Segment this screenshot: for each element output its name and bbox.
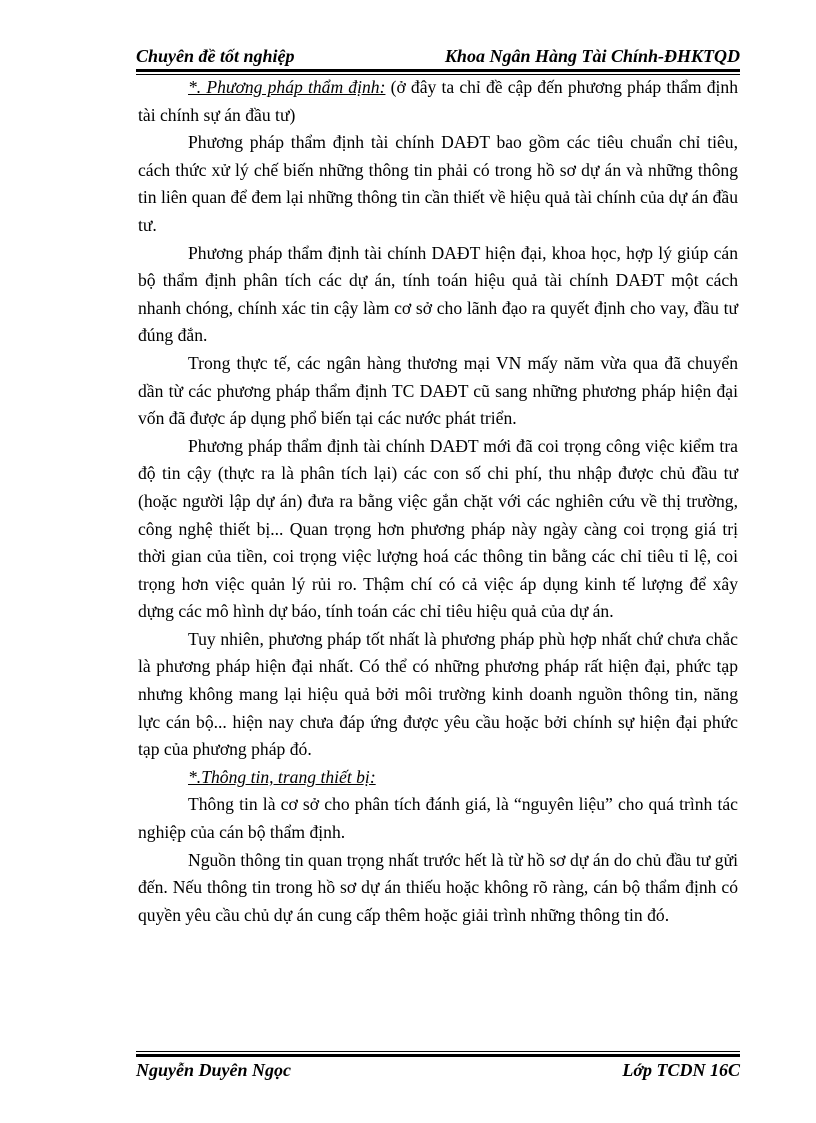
heading-method-label: *. Phương pháp thẩm định:	[188, 77, 386, 97]
paragraph-4: Phương pháp thẩm định tài chính DAĐT mới đã coi trọng công việc kiểm tra độ tin cậy (thực ra là phân tích lại) các con số chi phí, thu nhập được chủ đầu tư (hoặc người lập dự án) đưa ra bằng việc gắn chặt với các nghiên cứu về thị trường, công nghệ thiết bị... Quan trọng hơn phương pháp này ngày càng coi trọng giá trị thời gian của tiền, coi trọng việc lượng hoá các thông tin bằng các chỉ tiêu tỉ lệ, coi trọng hơn việc quản lý rủi ro. Thậm chí có cả việc áp dụng kinh tế lượng để xây dựng các mô hình dự báo, tính toán các chỉ tiêu hiệu quả của dự án.	[138, 435, 738, 622]
paragraph-1: Phương pháp thẩm định tài chính DAĐT bao gồm các tiêu chuẩn chỉ tiêu, cách thức xử lý chế biến những thông tin phải có trong hồ sơ dự án và những thông tin liên quan để đem lại những thông tin cần thiết về hiệu quả tài chính của dự án đầu tư.	[138, 132, 738, 235]
paragraph-2: Phương pháp thẩm định tài chính DAĐT hiện đại, khoa học, hợp lý giúp cán bộ thẩm định phân tích các dự án, tính toán hiệu quả tài chính DAĐT một cách nhanh chóng, chính xác tin cậy làm cơ sở cho lãnh đạo ra quyết định cho vay, đầu tư đúng đắn.	[138, 242, 738, 346]
page-body	[138, 74, 738, 929]
heading-method-note: (ở đây ta chỉ đề cập đến phương pháp thẩm định tài chính sự án đầu tư)	[138, 77, 738, 125]
heading-information-label: *.Thông tin, trang thiết bị:	[188, 766, 376, 787]
footer-class: Lớp TCDN 16C	[622, 1060, 740, 1080]
page-header	[136, 46, 740, 68]
header-rule-thick	[136, 69, 740, 72]
paragraph-6: Thông tin là cơ sở cho phân tích đánh giá, là “nguyên liệu” cho quá trình tác nghiệp của cán bộ thẩm định.	[138, 794, 738, 843]
paragraph-5: Tuy nhiên, phương pháp tốt nhất là phương pháp phù hợp nhất chứ chưa chắc là phương pháp hiện đại nhất. Có thể có những phương pháp rất hiện đại, phức tạp nhưng không mang lại hiệu quả bởi môi trường kinh doanh nguồn thông tin, năng lực cán bộ... hiện nay chưa đáp ứng được yêu cầu hoặc bởi chính sự hiện đại phức tạp của phương pháp đó.	[138, 628, 738, 760]
paragraph-7: Nguồn thông tin quan trọng nhất trước hết là từ hồ sơ dự án do chủ đầu tư gửi đến. Nếu thông tin trong hồ sơ dự án thiếu hoặc không rõ ràng, cán bộ thẩm định có quyền yêu cầu chủ dự án cung cấp thêm hoặc giải trình những thông tin đó.	[138, 849, 738, 925]
section-heading-information	[138, 764, 738, 792]
footer-author: Nguyễn Duyên Ngọc	[136, 1060, 291, 1080]
footer-rule-thick	[136, 1054, 740, 1057]
page-footer	[136, 1060, 740, 1082]
header-document-type: Chuyên đề tốt nghiệp	[136, 46, 295, 66]
header-faculty: Khoa Ngân Hàng Tài Chính-ĐHKTQD	[444, 46, 740, 66]
paragraph-3: Trong thực tế, các ngân hàng thương mại VN mấy năm vừa qua đã chuyển dần từ các phương pháp thẩm định TC DAĐT cũ sang những phương pháp hiện đại vốn đã được áp dụng phổ biến tại các nước phát triển.	[138, 352, 738, 429]
footer-rule-thin	[136, 1051, 740, 1052]
section-heading-method	[138, 74, 738, 129]
